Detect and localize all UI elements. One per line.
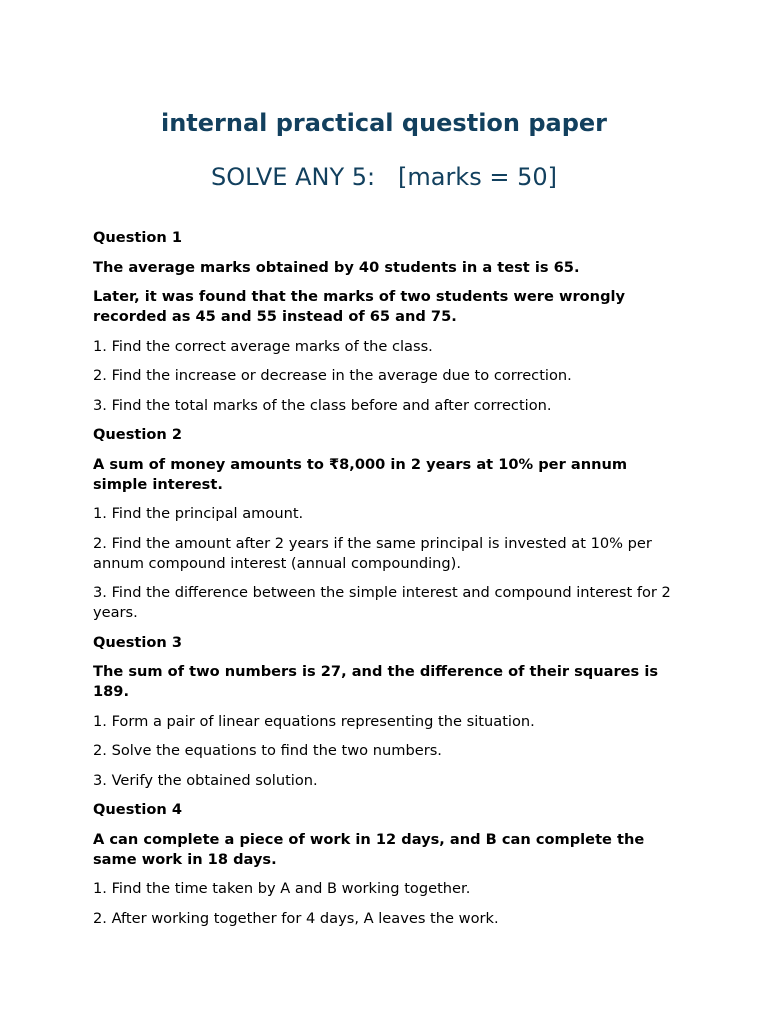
page-title: internal practical question paper — [160, 109, 608, 137]
question-item: 2. Solve the equations to find the two numbers. — [93, 742, 442, 759]
question-item: 1. Find the principal amount. — [93, 505, 304, 522]
question-item: 1. Form a pair of linear equations representing the situation. — [93, 712, 535, 730]
questions-body — [93, 228, 683, 938]
question-item: 3. Find the total marks of the class before and after correction. — [93, 396, 552, 414]
question-statement: The sum of two numbers is 27, and the difference of their squares is 189. — [93, 663, 659, 700]
question-item: 3. Verify the obtained solution. — [93, 771, 318, 789]
question-heading: Question 2 — [93, 426, 183, 443]
question-statement: A sum of money amounts to ₹8,000 in 2 years at 10% per annum simple interest. — [93, 455, 628, 493]
question-statement: The average marks obtained by 40 students in a test is 65. — [93, 258, 580, 276]
question-item: 2. After working together for 4 days, A leaves the work. — [93, 909, 499, 927]
question-heading: Question 3 — [93, 633, 183, 651]
question-item: 2. Find the increase or decrease in the average due to correction. — [93, 367, 572, 384]
question-item: 1. Find the correct average marks of the class. — [93, 337, 433, 355]
question-item: 3. Find the difference between the simple interest and compound interest for 2 years. — [93, 584, 671, 621]
page-subtitle: SOLVE ANY 5: [marks = 50] — [211, 163, 557, 191]
question-heading: Question 1 — [93, 229, 183, 246]
question-item: 1. Find the time taken by A and B working together. — [93, 880, 471, 897]
question-heading: Question 4 — [93, 801, 183, 818]
question-statement: Later, it was found that the marks of two students were wrongly recorded as 45 and 55 instead of 65 and 75. — [93, 288, 626, 325]
question-item: 2. Find the amount after 2 years if the same principal is invested at 10% per annum compound interest (annual compounding). — [93, 534, 652, 572]
question-statement: A can complete a piece of work in 12 days, and B can complete the same work in 18 days. — [93, 830, 645, 868]
